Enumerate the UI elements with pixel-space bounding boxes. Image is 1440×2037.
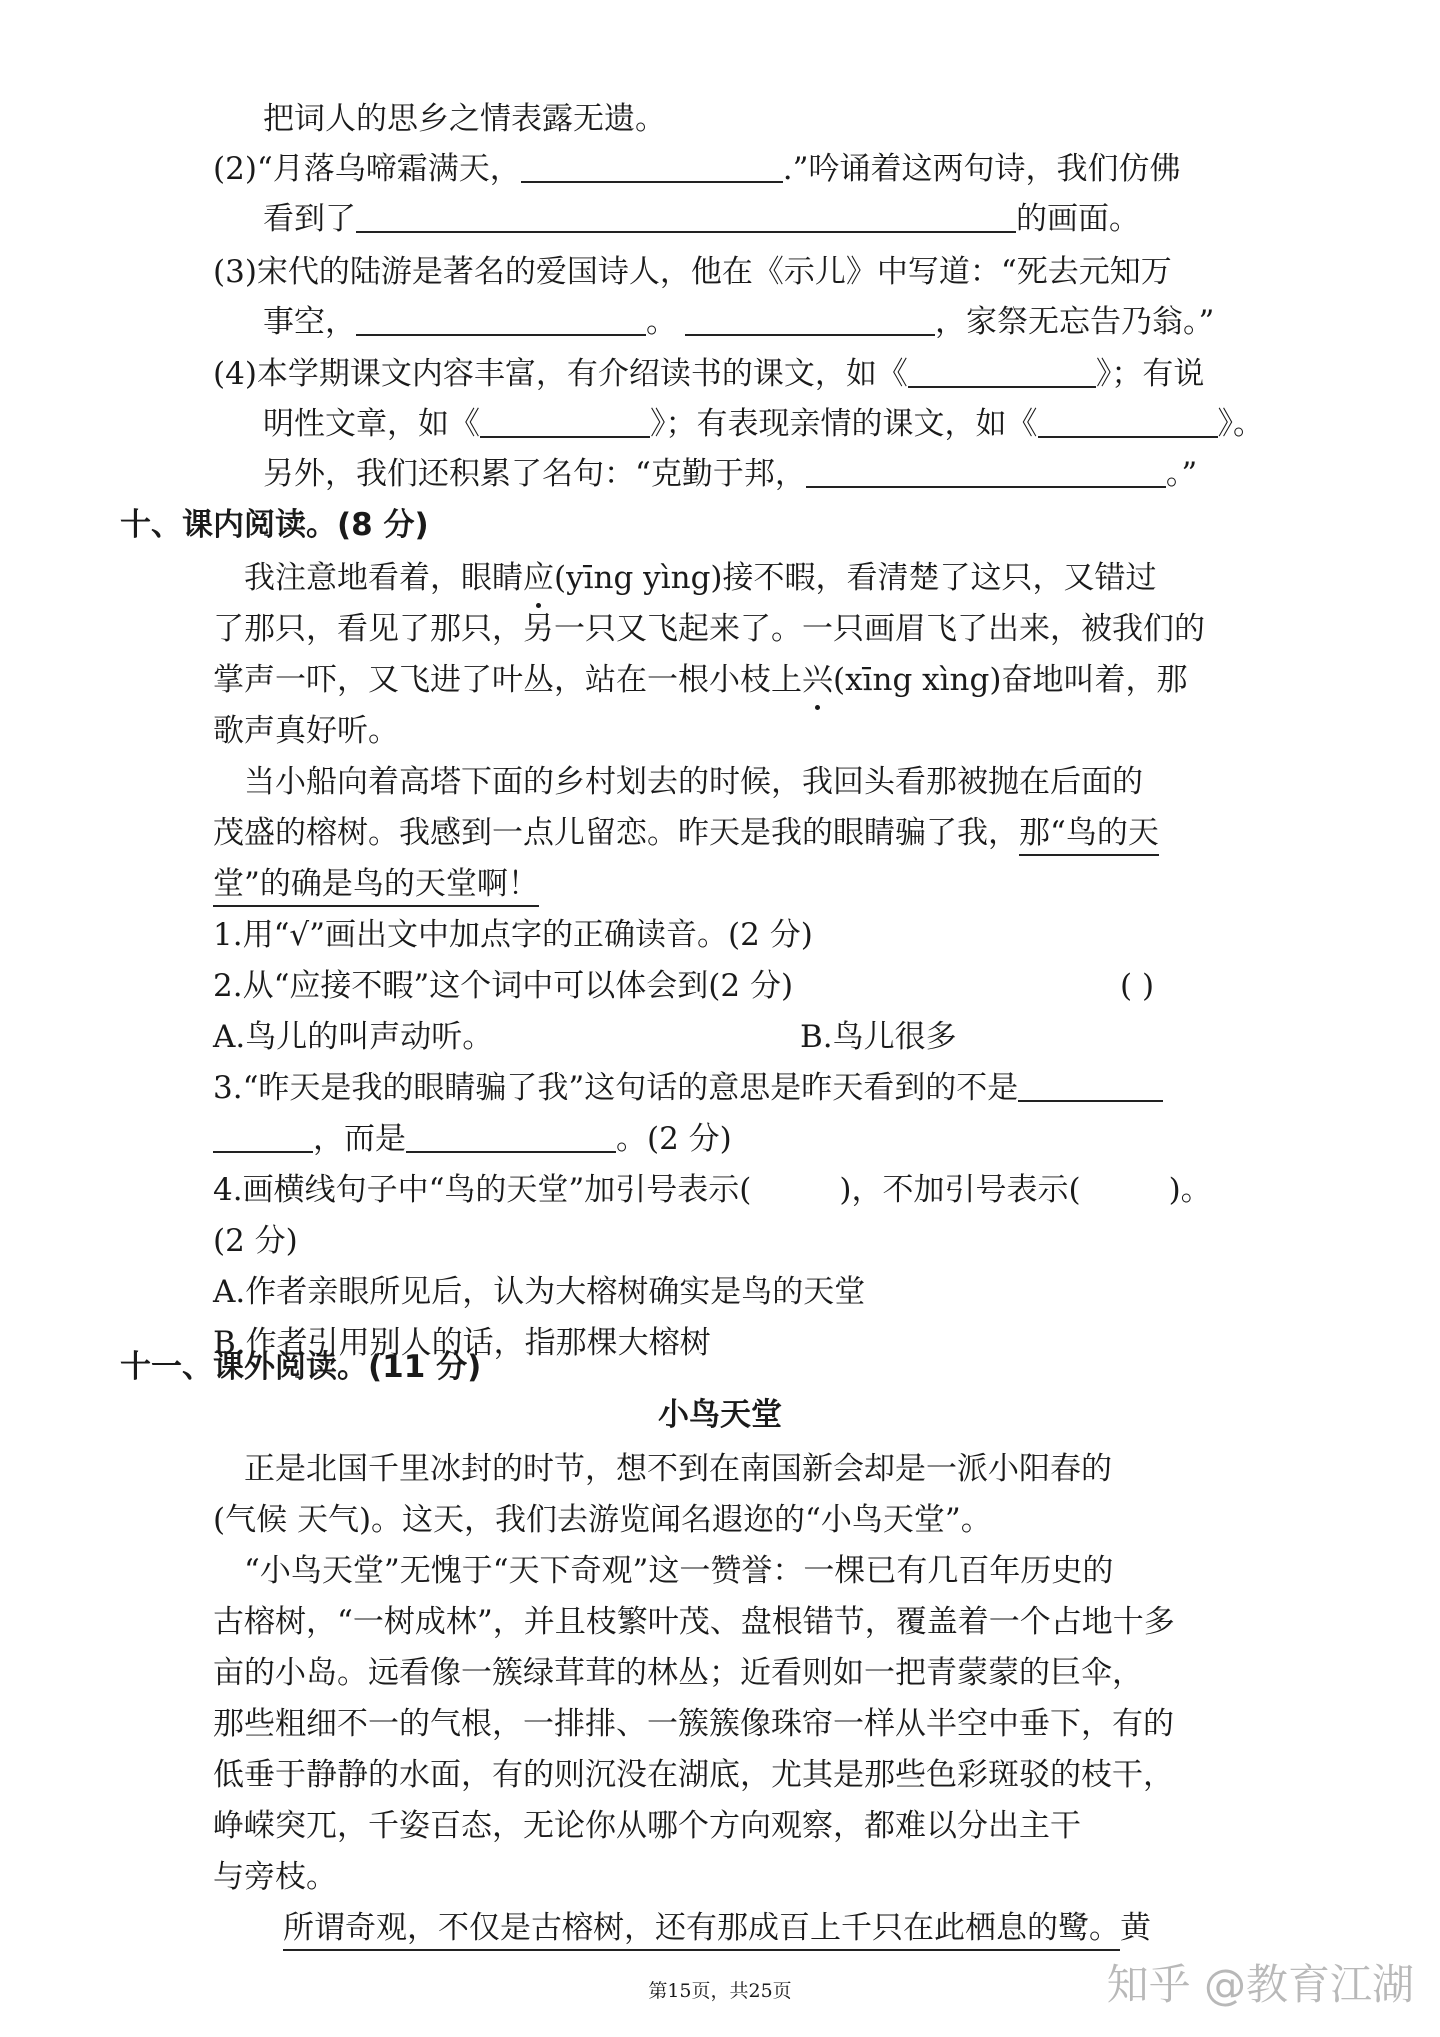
answer-blank[interactable]: [406, 1117, 616, 1153]
text: 的画面。: [1016, 201, 1140, 237]
text: .”吟诵着这两句诗，我们仿佛: [782, 151, 1181, 187]
text: 黄: [1120, 1910, 1151, 1946]
text: 把词人的思乡之情表露无遗。: [263, 101, 666, 137]
dotted-char: 应: [523, 556, 554, 600]
text: 明性文章，如《: [263, 406, 480, 442]
text: )。: [1168, 1172, 1212, 1208]
question-1: 1.用“√”画出文中加点字的正确读音。(2 分): [213, 917, 813, 953]
passage-line: [213, 862, 539, 906]
question-poem-3-cont: [263, 300, 1214, 344]
passage-line: 当小船向着高塔下面的乡村划去的时候，我回头看那被抛在后面的: [244, 764, 1143, 800]
question-poem-3: [213, 250, 1172, 294]
passage-line: 了那只，看见了那只，另一只又飞起来了。一只画眉飞了出来，被我们的: [213, 611, 1205, 647]
question-3-cont: [213, 1117, 732, 1161]
text: 。”: [1165, 456, 1198, 492]
answer-blank[interactable]: [908, 352, 1096, 388]
text: 》。: [1217, 406, 1264, 442]
text: 》；有表现亲情的课文，如《: [650, 406, 1038, 442]
underlined-sentence: 所谓奇观，不仅是古榕树，还有那成百上千只在此栖息的鹭。: [283, 1910, 1120, 1951]
passage-line: 低垂于静静的水面，有的则沉没在湖底，尤其是那些色彩斑驳的枝干，: [213, 1757, 1174, 1793]
answer-blank[interactable]: [806, 452, 1166, 488]
text: 》；有说: [1095, 356, 1205, 392]
page-footer: 第15页，共25页: [648, 1980, 792, 2002]
text: 4.画横线句子中“鸟的天堂”加引号表示(: [213, 1172, 752, 1208]
text: 事空，: [263, 304, 356, 340]
question-poem-4: [213, 352, 1204, 396]
text: 茂盛的榕树。我感到一点儿留恋。昨天是我的眼睛骗了我，: [213, 815, 1019, 851]
choice-b[interactable]: B.作者引用别人的话，指那棵大榕树: [213, 1325, 711, 1361]
choice-a[interactable]: A.作者亲眼所见后，认为大榕树确实是鸟的天堂: [213, 1274, 866, 1310]
text: 。(2 分): [616, 1121, 732, 1157]
answer-blank[interactable]: [1018, 1066, 1163, 1102]
passage-line: 与旁枝。: [213, 1859, 337, 1895]
text: 。: [646, 304, 677, 340]
question-poem-4-cont2: [263, 452, 1197, 496]
answer-blank[interactable]: [356, 197, 1016, 233]
passage-title: 小鸟天堂: [658, 1397, 782, 1433]
dotted-char: 兴: [802, 658, 833, 702]
question-4-score: (2 分): [213, 1223, 298, 1259]
question-poem-2: [213, 147, 1180, 191]
underlined-sentence: 堂”的确是鸟的天堂啊！: [213, 866, 539, 907]
answer-paren[interactable]: ( ): [1120, 968, 1155, 1004]
answer-blank[interactable]: [213, 1117, 313, 1153]
answer-blank[interactable]: [685, 300, 935, 336]
underlined-sentence: 那“鸟的天: [1019, 815, 1159, 856]
text: 3.“昨天是我的眼睛骗了我”这句话的意思是昨天看到的不是: [213, 1070, 1019, 1106]
section-heading: 十、课内阅读。(8 分): [120, 507, 429, 543]
passage-line: 正是北国千里冰封的时节，想不到在南国新会却是一派小阳春的: [244, 1451, 1112, 1487]
question-2: 2.从“应接不暇”这个词中可以体会到(2 分): [213, 968, 794, 1004]
poem-line: [263, 97, 666, 141]
passage-line: 古榕树，“一树成林”，并且枝繁叶茂、盘根错节，覆盖着一个占地十多: [213, 1604, 1175, 1640]
question-3: [213, 1066, 1163, 1110]
passage-line: 峥嵘突兀，千姿百态，无论你从哪个方向观察，都难以分出主干: [213, 1808, 1081, 1844]
text: (3)宋代的陆游是著名的爱国诗人，他在《示儿》中写道：“死去元知万: [213, 254, 1172, 290]
passage-line: “小鸟天堂”无愧于“天下奇观”这一赞誉：一棵已有几百年历史的: [244, 1553, 1114, 1589]
passage-line: [283, 1906, 1151, 1950]
passage-line: 那些粗细不一的气根，一排排、一簇簇像珠帘一样从半空中垂下，有的: [213, 1706, 1174, 1742]
answer-blank[interactable]: [356, 300, 646, 336]
passage-line: [213, 811, 1159, 855]
text: (2)“月落乌啼霜满天，: [213, 151, 521, 187]
text: (4)本学期课文内容丰富，有介绍读书的课文，如《: [213, 356, 908, 392]
question-poem-4-cont: [263, 402, 1264, 446]
text: ，家祭无忘告乃翁。”: [935, 304, 1215, 340]
text: (xīng xìng)奋地叫着，那: [833, 662, 1188, 698]
watermark: 知乎 @教育江湖: [1106, 1960, 1414, 2009]
passage-line: 歌声真好听。: [213, 713, 399, 749]
answer-blank[interactable]: [521, 147, 783, 183]
choice-b[interactable]: B.鸟儿很多: [800, 1019, 957, 1055]
answer-blank[interactable]: [480, 402, 650, 438]
text: 另外，我们还积累了名句：“克勤于邦，: [263, 456, 806, 492]
text: 掌声一吓，又飞进了叶丛，站在一根小枝上: [213, 662, 802, 698]
text: 看到了: [263, 201, 356, 237]
question-poem-2-cont: [263, 197, 1140, 241]
passage-line: [244, 556, 1157, 600]
text: ，而是: [313, 1121, 406, 1157]
question-4: [213, 1168, 1212, 1212]
text: )，不加引号表示(: [839, 1172, 1081, 1208]
passage-line: (气候 天气)。这天，我们去游览闻名遐迩的“小鸟天堂”。: [213, 1502, 992, 1538]
choice-a[interactable]: A.鸟儿的叫声动听。: [213, 1019, 494, 1055]
text: (yīng yìng)接不暇，看清楚了这只，又错过: [554, 560, 1157, 596]
passage-line: [213, 658, 1187, 702]
answer-blank[interactable]: [1038, 402, 1218, 438]
text: 我注意地看着，眼睛: [244, 560, 523, 596]
passage-line: 亩的小岛。远看像一簇绿茸茸的林丛；近看则如一把青蒙蒙的巨伞，: [213, 1655, 1143, 1691]
section-heading: 十一、课外阅读。(11 分): [120, 1349, 482, 1385]
